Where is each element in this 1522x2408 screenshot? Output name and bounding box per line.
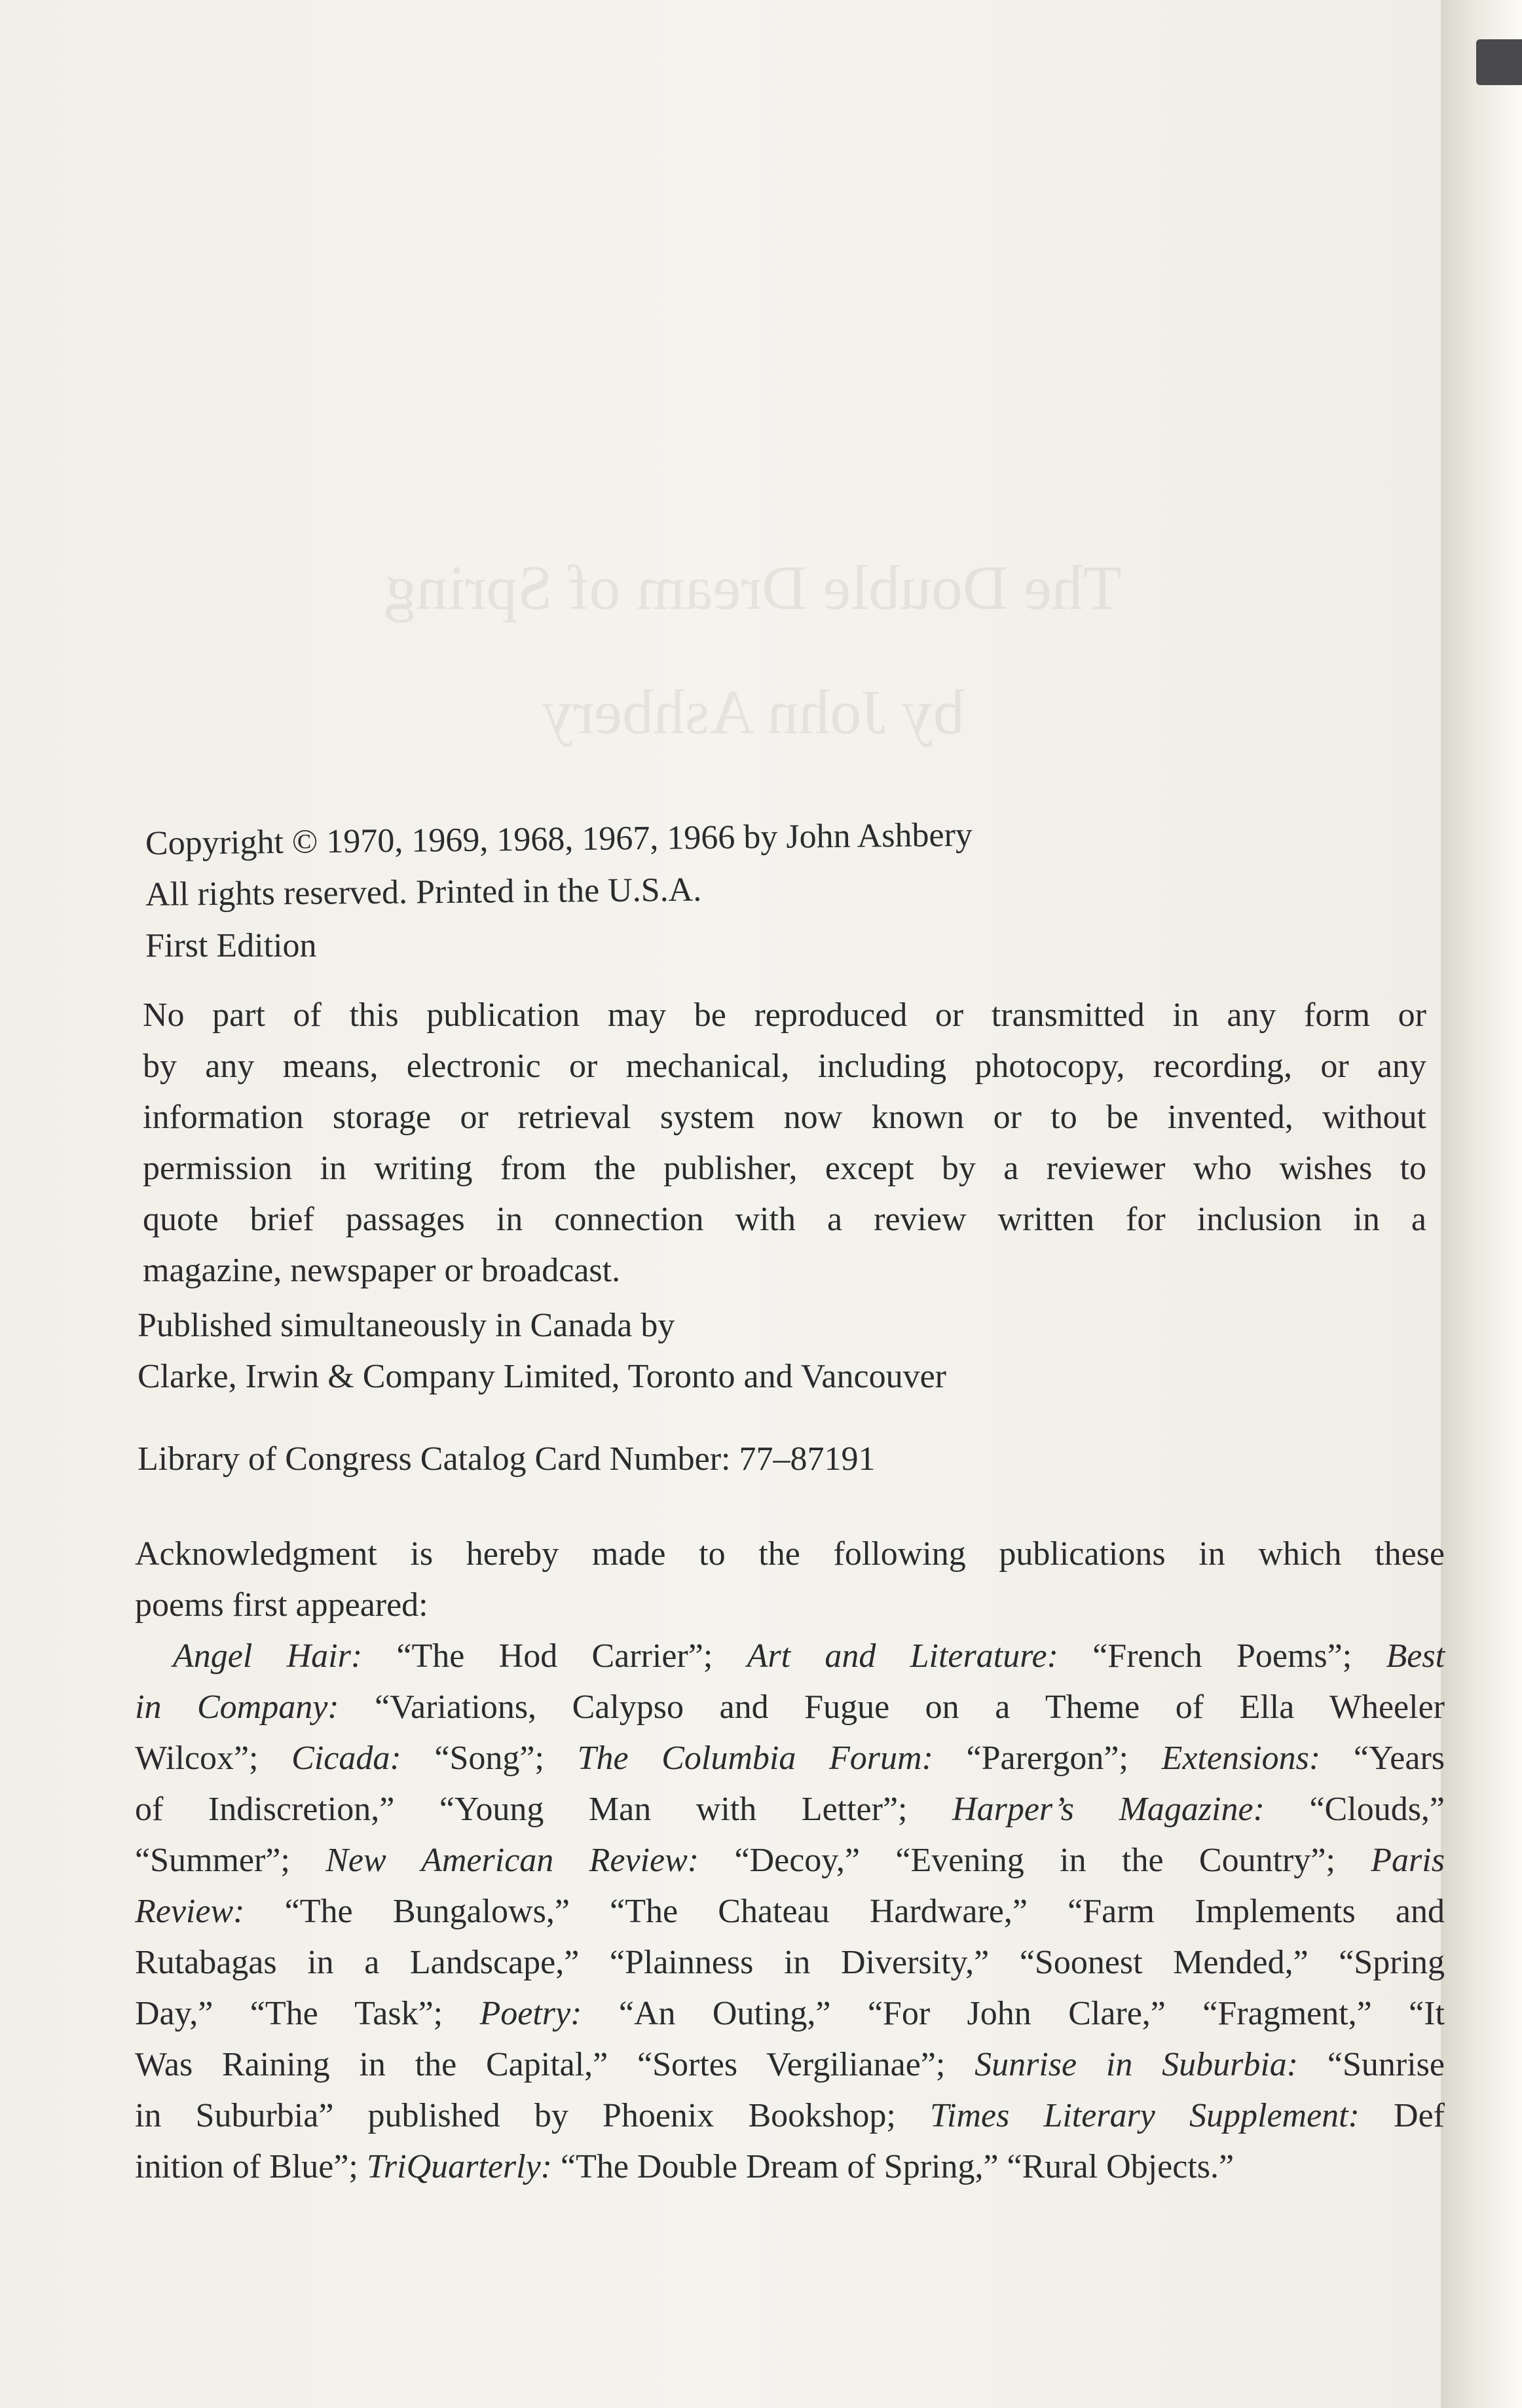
publication-name: Angel Hair: — [173, 1637, 363, 1675]
poem-titles: “The Bungalows,” “The Chateau Hardware,” “Farm Implements and — [244, 1893, 1445, 1930]
acknowledgment-line — [135, 1937, 1445, 1988]
acknowledgment-block — [135, 1529, 1445, 2193]
rights-notice-line: by any means, electronic or mechanical, including photocopy, recording, or any — [143, 1048, 1426, 1085]
edition-line: First Edition — [145, 927, 317, 964]
acknowledgment-line — [135, 1631, 1445, 1682]
page-curl-edge — [1441, 0, 1522, 2408]
poem-titles: Def — [1359, 2097, 1445, 2134]
publication-name: The Columbia Forum: — [577, 1740, 933, 1777]
publication-name: Art and Literature: — [747, 1637, 1058, 1675]
publication-name: Poetry: — [479, 1995, 582, 2032]
poem-titles: Day,” “The Task”; — [135, 1995, 480, 2032]
publication-name: Harper’s Magazine: — [952, 1791, 1265, 1828]
poem-titles: “Song”; — [401, 1740, 578, 1777]
poem-titles: “The Hod Carrier”; — [362, 1637, 747, 1675]
poem-titles: of Indiscretion,” “Young Man with Letter”; — [135, 1791, 953, 1828]
rights-notice-line: quote brief passages in connection with a review written for inclusion in a — [143, 1201, 1426, 1238]
publication-name: in Company: — [135, 1688, 339, 1726]
publication-name: Review: — [135, 1893, 245, 1930]
poem-titles: “An Outing,” “For John Clare,” “Fragment,” “It — [582, 1995, 1445, 2032]
publisher-line: Published simultaneously in Canada by — [138, 1307, 675, 1344]
poem-titles: “Parergon”; — [933, 1740, 1162, 1777]
acknowledgment-line — [135, 1886, 1445, 1937]
poem-titles: Wilcox”; — [135, 1740, 292, 1777]
poem-titles: “Decoy,” “Evening in the Country”; — [699, 1842, 1371, 1879]
acknowledgment-line — [135, 1784, 1445, 1835]
acknowledgment-intro-line: Acknowledgment is hereby made to the following publications in which these — [135, 1535, 1445, 1573]
copyright-block — [145, 818, 1462, 972]
acknowledgment-line — [135, 1733, 1445, 1784]
catalog-number: Library of Congress Catalog Card Number: 77–87191 — [138, 1440, 876, 1478]
publication-name: Extensions: — [1161, 1740, 1321, 1777]
poem-titles: inition of Blue”; — [135, 2148, 367, 2185]
rights-notice-line: information storage or retrieval system now known or to be invented, without — [143, 1099, 1426, 1136]
publisher-line: Clarke, Irwin & Company Limited, Toronto and Vancouver — [138, 1358, 946, 1395]
acknowledgment-intro-line: poems first appeared: — [135, 1586, 428, 1624]
bleed-through-title: The Double Dream of Spring — [384, 553, 1122, 623]
acknowledgment-line — [135, 1682, 1445, 1733]
publication-name: Best — [1386, 1637, 1445, 1675]
acknowledgment-line — [135, 2039, 1445, 2090]
rights-notice-line: permission in writing from the publisher, except by a reviewer who wishes to — [143, 1150, 1426, 1187]
poem-titles: in Suburbia” published by Phoenix Bookshop; — [135, 2097, 930, 2134]
poem-titles: “Summer”; — [135, 1842, 326, 1879]
acknowledgment-line — [135, 2090, 1445, 2142]
poem-titles: Rutabagas in a Landscape,” “Plainness in Diversity,” “Soonest Mended,” “Spring — [135, 1944, 1445, 1981]
publication-name: TriQuarterly: — [366, 2148, 552, 2185]
acknowledgment-line — [135, 1835, 1445, 1886]
publication-name: Times Literary Supplement: — [929, 2097, 1360, 2134]
acknowledgment-line — [135, 1988, 1445, 2039]
book-cover-edge — [1476, 39, 1522, 85]
publication-name: Cicada: — [291, 1740, 401, 1777]
publication-name: Sunrise in Suburbia: — [974, 2046, 1299, 2083]
publication-name: Paris — [1371, 1842, 1445, 1879]
poem-titles: “Clouds,” — [1264, 1791, 1445, 1828]
poem-titles: Was Raining in the Capital,” “Sortes Vergilianae”; — [135, 2046, 975, 2083]
poem-titles: “Variations, Calypso and Fugue on a Theme of Ella Wheeler — [339, 1688, 1445, 1726]
poem-titles: “Years — [1320, 1740, 1445, 1777]
rights-notice-line: magazine, newspaper or broadcast. — [143, 1252, 621, 1289]
acknowledgment-line — [135, 2142, 1445, 2193]
rights-notice — [143, 990, 1426, 1296]
rights-reserved-line: All rights reserved. Printed in the U.S.A. — [145, 871, 702, 913]
publisher-block — [138, 1300, 1454, 1402]
poem-titles: “Sunrise — [1298, 2046, 1445, 2083]
publication-name: New American Review: — [325, 1842, 699, 1879]
poem-titles: “The Double Dream of Spring,” “Rural Objects.” — [551, 2148, 1234, 2185]
bleed-through-byline: by John Ashbery — [542, 677, 965, 747]
copyright-line: Copyright © 1970, 1969, 1968, 1967, 1966 by John Ashbery — [145, 816, 973, 862]
poem-titles: “French Poems”; — [1058, 1637, 1386, 1675]
acknowledgment-list — [135, 1631, 1445, 2193]
rights-notice-line: No part of this publication may be reproduced or transmitted in any form or — [143, 996, 1426, 1034]
